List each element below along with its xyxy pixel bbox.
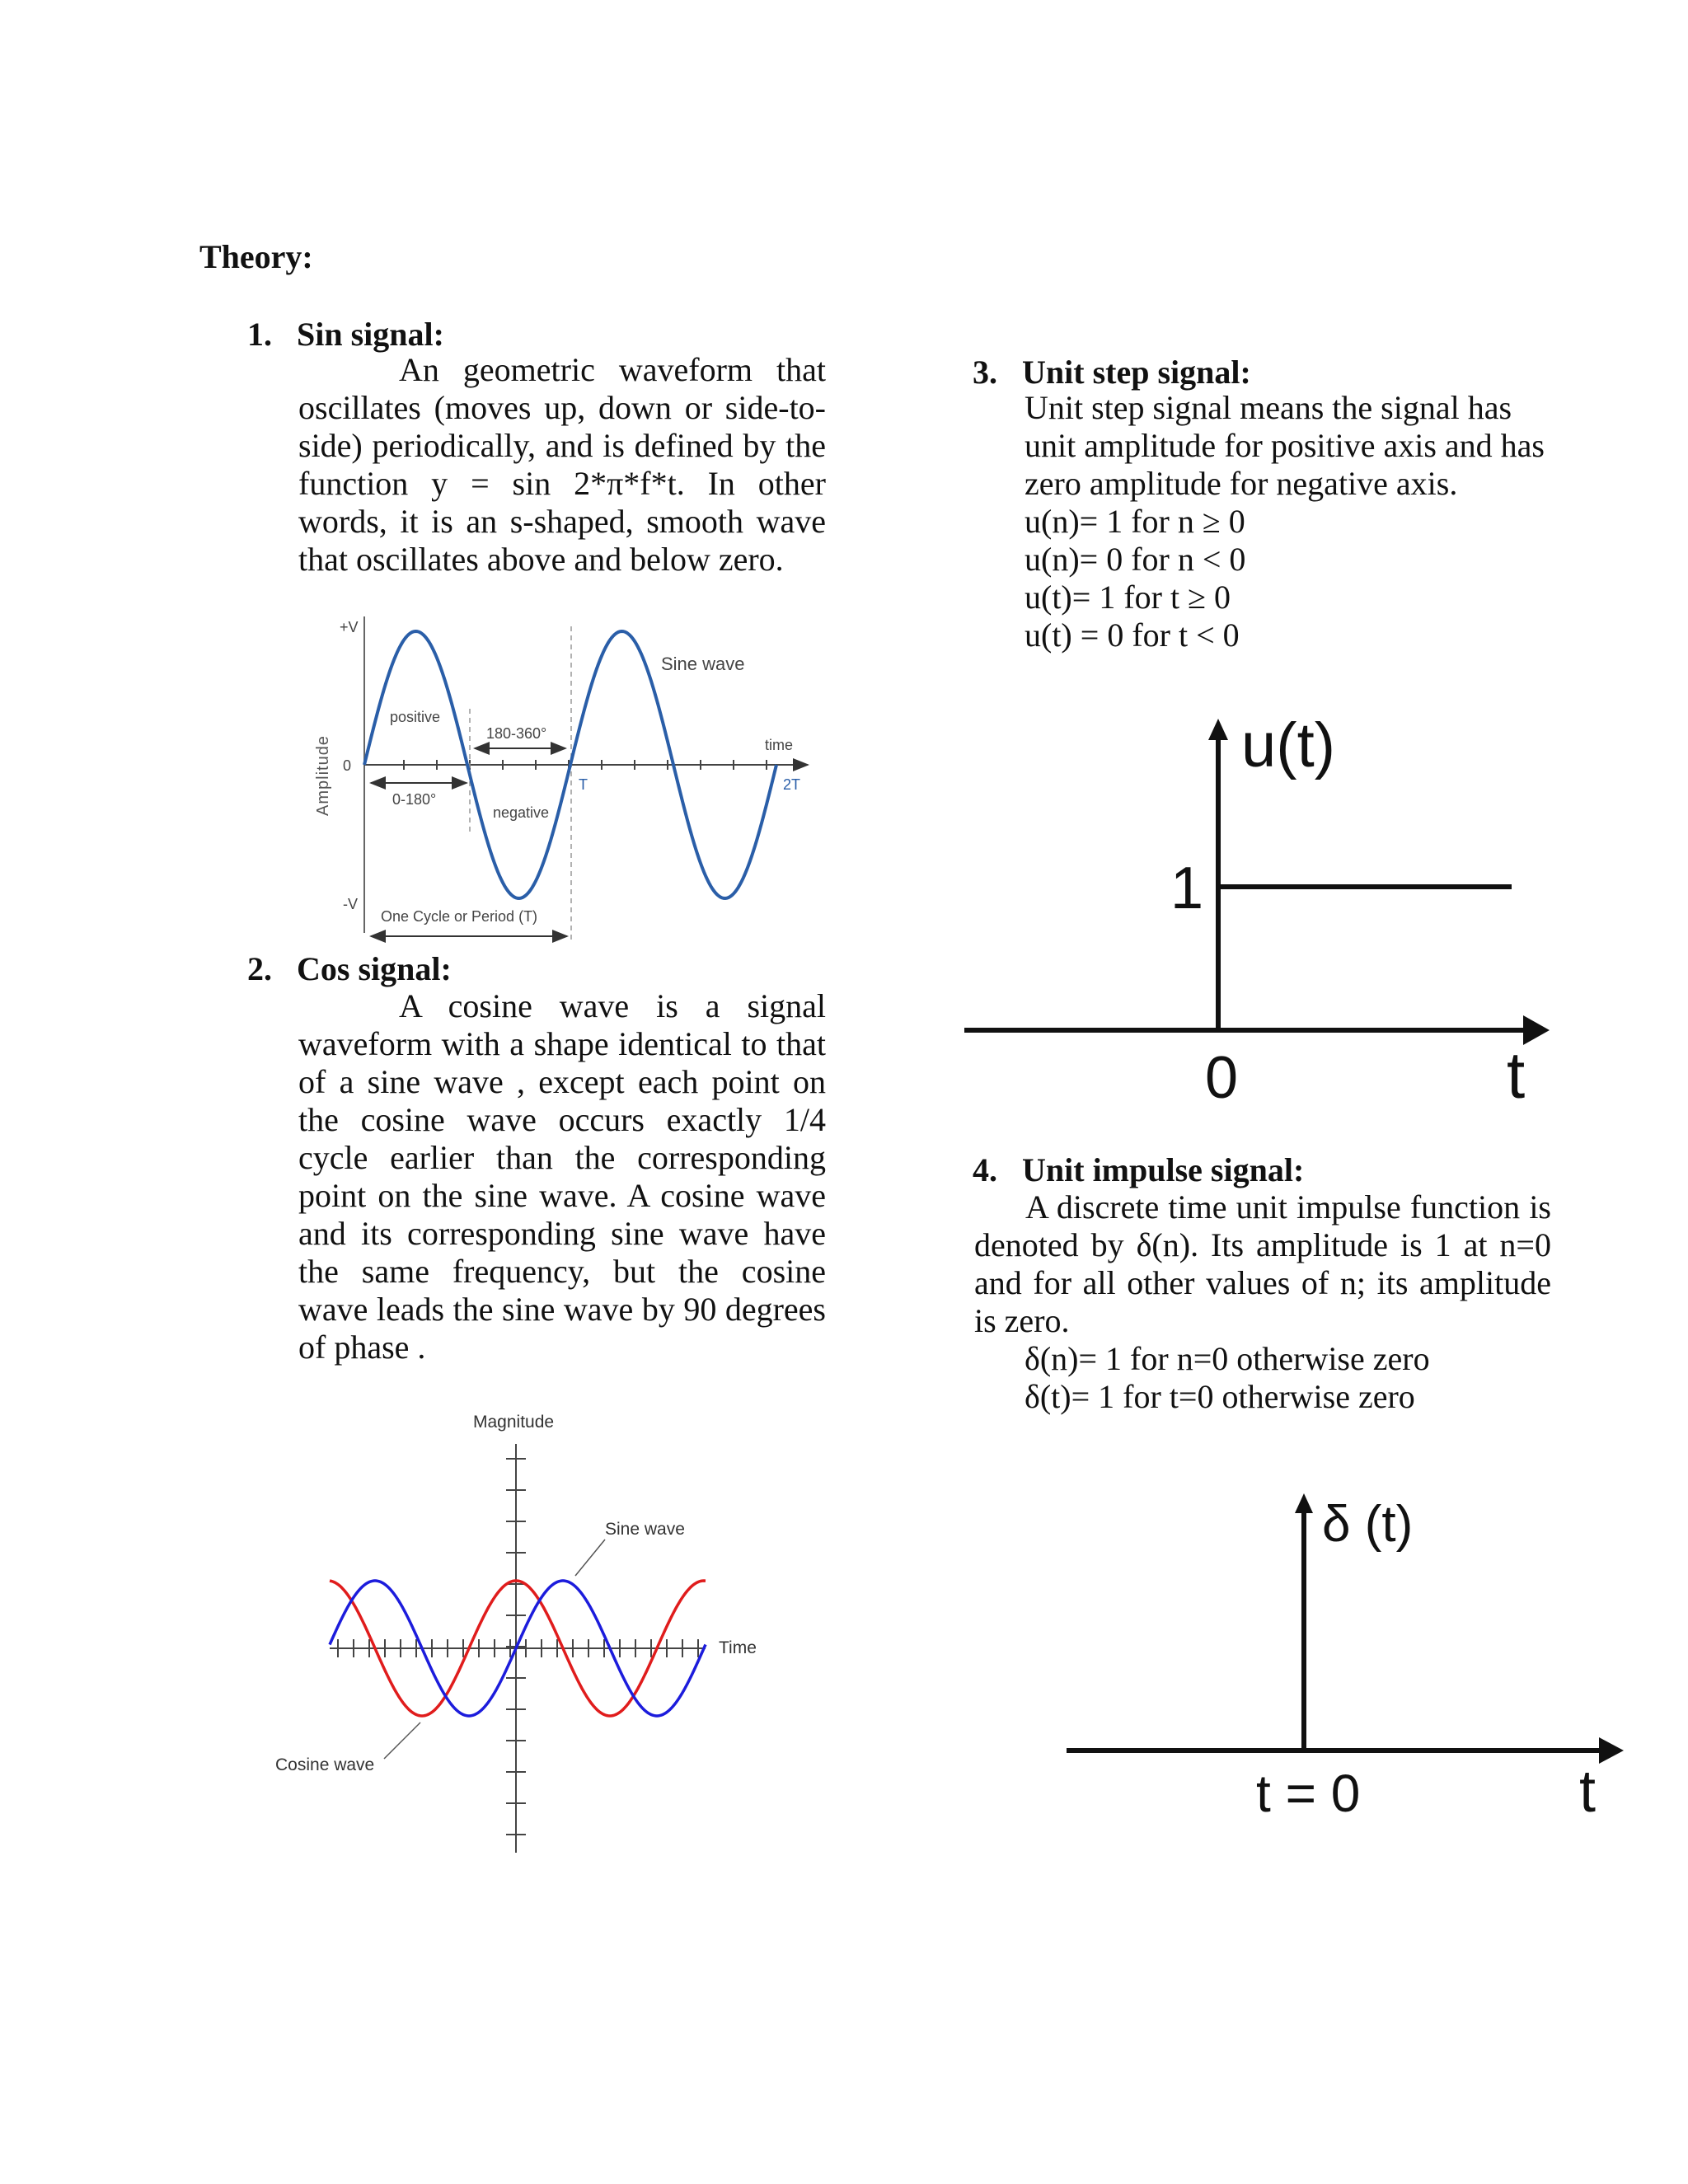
unit-impulse-figure [1055, 1475, 1632, 1821]
unit-step-line-2: unit amplitude for positive axis and has [1025, 427, 1545, 464]
unit-impulse-title: Unit impulse signal: [1022, 1151, 1305, 1188]
impulse-t-equals-zero-label: t = 0 [1256, 1764, 1361, 1821]
unit-step-heading [973, 353, 1251, 391]
cosine-wave-callout-line [384, 1722, 420, 1759]
sine-time-label: time [765, 737, 794, 753]
sin-signal-heading [247, 315, 444, 354]
cos-signal-title: Cos signal: [297, 950, 452, 987]
unit-step-figure [964, 701, 1558, 1113]
sine-wave-label: Sine wave [661, 654, 745, 674]
sin-signal-description: An geometric waveform that oscillates (moves up, down or side-to-side) periodically, and is defined by the function y = sin 2*π*f*t. In other words, it is an s-shaped, smooth wave that oscillates above and below zero. [298, 351, 826, 578]
sine-wave-figure [313, 610, 841, 948]
unit-step-description [1025, 389, 1545, 654]
step-zero-label: 0 [1205, 1045, 1239, 1111]
unit-impulse-number: 4. [973, 1151, 997, 1188]
impulse-time-axis-arrowhead [1599, 1737, 1624, 1764]
impulse-spike-arrowhead [1295, 1493, 1313, 1513]
unit-step-line-3: zero amplitude for negative axis. [1025, 465, 1458, 502]
step-t-label: t [1507, 1038, 1526, 1112]
unit-step-equation-3: u(t)= 1 for t ≥ 0 [1025, 579, 1231, 616]
cos-signal-description: A cosine wave is a signal waveform with a shape identical to that of a sine wave , except each point on the cosine wave occurs exactly 1/4 cycle earlier than the corresponding point on the sine wave. A cosine wave and its corresponding sine wave have the same frequency, but the cosine wave leads the sine wave by 90 degrees of phase . [298, 987, 826, 1366]
impulse-t-label: t [1579, 1759, 1597, 1821]
sine-wave-callout-line [575, 1540, 605, 1576]
unit-impulse-description: A discrete time unit impulse function is denoted by δ(n). Its amplitude is 1 at n=0 and for all other values of n; its amplitude is zero. [974, 1188, 1551, 1339]
unit-step-title: Unit step signal: [1022, 354, 1251, 391]
magnitude-axis-label: Magnitude [473, 1413, 555, 1432]
sine-positive-label: positive [390, 709, 441, 725]
sine-amplitude-axis-label: Amplitude [314, 735, 332, 816]
sine-wave-callout-label: Sine wave [605, 1520, 685, 1539]
sine-range-first-label: 0-180° [392, 791, 437, 808]
sine-2t-label: 2T [783, 776, 801, 793]
impulse-delta-t-label: δ (t) [1322, 1496, 1414, 1553]
theory-title: Theory: [199, 238, 313, 275]
step-amplitude-axis-arrowhead [1208, 719, 1228, 740]
unit-impulse-equation-2: δ(t)= 1 for t=0 otherwise zero [1025, 1378, 1415, 1415]
sine-range-second-label: 180-360° [486, 725, 547, 742]
cosine-sine-figure [264, 1401, 775, 1863]
sine-t-label: T [579, 776, 588, 793]
sin-signal-number: 1. [247, 316, 272, 353]
sine-negative-label: negative [493, 804, 550, 821]
cos-signal-number: 2. [247, 950, 272, 987]
unit-step-number: 3. [973, 354, 997, 391]
step-u-t-label: u(t) [1241, 710, 1335, 780]
step-one-label: 1 [1170, 855, 1204, 921]
cos-signal-heading [247, 949, 452, 988]
sine-cycle-label: One Cycle or Period (T) [381, 908, 538, 925]
sine-plus-v-label: +V [340, 619, 359, 635]
sine-minus-v-label: -V [343, 896, 358, 912]
unit-step-equation-4: u(t) = 0 for t < 0 [1025, 616, 1240, 654]
unit-impulse-equations [1025, 1340, 1430, 1416]
sine-zero-label: 0 [343, 757, 352, 774]
time-axis-label: Time [719, 1638, 757, 1657]
unit-step-line-1: Unit step signal means the signal has [1025, 389, 1512, 426]
unit-impulse-heading [973, 1151, 1304, 1189]
unit-step-equation-2: u(n)= 0 for n < 0 [1025, 541, 1246, 578]
unit-impulse-equation-1: δ(n)= 1 for n=0 otherwise zero [1025, 1340, 1430, 1377]
step-time-axis-arrowhead [1523, 1015, 1550, 1045]
sin-signal-title: Sin signal: [297, 316, 444, 353]
unit-step-equation-1: u(n)= 1 for n ≥ 0 [1025, 503, 1245, 540]
cosine-wave-callout-label: Cosine wave [275, 1755, 375, 1774]
